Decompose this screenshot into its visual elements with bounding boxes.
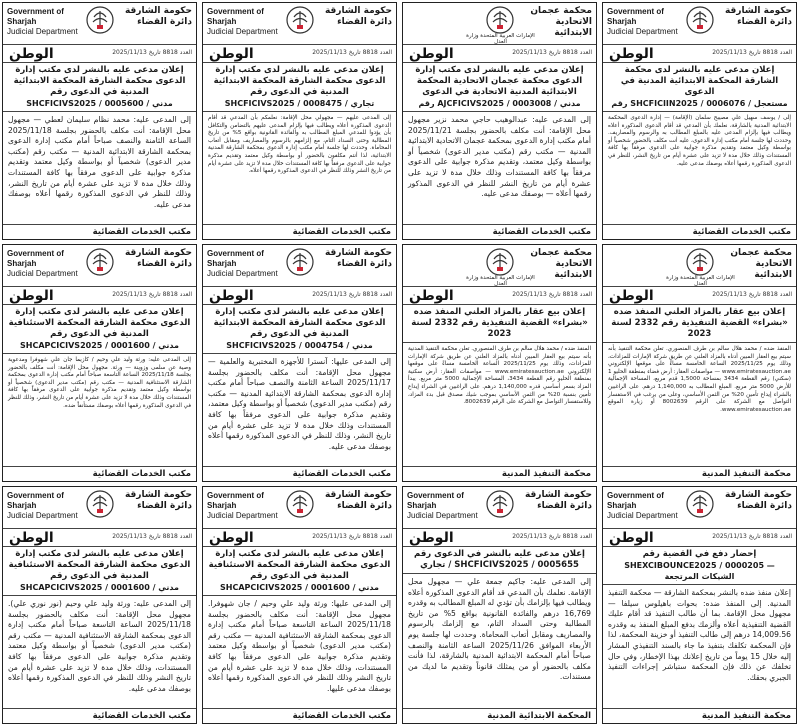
emblem-icon [685,489,715,519]
case-number: SHCFICIVS2025 / 0008475 / تجاري [224,99,375,108]
notice-title: إعلان مدعى عليه بالنشر لدى مكتب إدارة الدعوى محكمة الشارقة المحكمة الاستئنافية المدنية في الدعوى رقم SHCAPCICIVS2025 / 0001600 / مدني [203,547,396,596]
issue-date: العدد 8818 تاريخ 2025/11/13 [112,291,192,298]
notice-footer: مكتب الخدمات القضائية [3,708,196,723]
gov-name-en: Government of Sharjah Judicial Department [207,7,278,36]
court-header [3,245,196,287]
court-header [203,3,396,45]
notice-title: إعلان مدعى عليه بالنشر لدى مكتب إدارة الدعوى محكمة عجمان الاتحادية المحكمة الابتدائية المدنية الاتحادية في الدعوى رقم AJCFICIVS2025 / 0003008 / مدني [403,63,596,112]
court-name-ar: محكمة عجمان الاتحادية الابتدائية [530,6,592,38]
notice-footer: مكتب الخدمات القضائية [203,708,396,723]
notices-grid [2,2,798,724]
emblem-icon [685,5,715,35]
notice-body: إلى / يوسف سهيل علي مصيبح سلمان (الإقامة) — إدارة الدعوى المحكمة الابتدائية المدنية بالشارقة، نعلمك بأن المدعي قد أقام الدعوى المذكورة أعلاه ويطالب فيها بإلزام المدعى عليه بالمبلغ المطالب به والرسوم والمصاريف. وحددت لها جلسة أمام مكتب إدارة الدعوى، عليه أنت مكلف بالحضور شخصياً أو بواسطة وكيل معتمد وتقديم مذكرة جوابية على الدعوى مرفقاً بها كافة المستندات وذلك خلال مدة لا تزيد على عشرة أيام من تاريخ النشر، للنظر في الدعوى المذكورة رقمها أعلاه بوصفك مدعى عليه. [608,115,791,167]
notice-footer: محكمة التنفيذ المدنية [403,466,596,481]
notice-title: إعلان مدعى عليه بالنشر في الدعوى رقم SHCFICIVS2025 / 0005655 / تجاري [403,547,596,574]
gov-name-en: Government of Sharjah Judicial Department [7,249,78,278]
issue-date: العدد 8818 تاريخ 2025/11/13 [312,533,392,540]
notice-title: إحضار دفع في القضية رقم SHEXCIBOUNCE2025 / 0000205 — الشيكات المرتجعة [603,547,796,585]
notice-footer: مكتب الخدمات القضائية [403,224,596,239]
gov-name-ar: حكومة الشارقة دائرة القضاء [124,248,192,269]
newspaper-logo: الوطن [9,288,54,304]
court-name: الإمارات العربية المتحدة وزارة العدل [466,33,535,45]
court-header [403,3,596,45]
notice-title: إعلان مدعى عليه بالنشر لدى محكمة الشارقة المحكمة الابتدائية المدنية في الدعوى رقم SHCFICIIN2025 / 0006076 / مستعجل [603,63,796,112]
court-header [603,245,796,287]
gov-name-ar: حكومة الشارقة دائرة القضاء [124,6,192,27]
notice-body: إلى المدعى عليه: عبدالوهيب حاجي محمد نزير مجهول محل الإقامة: أنت مكلف بالحضور بجلسة 2025/11/21 أمام مكتب إدارة الدعوى بمحكمة عجمان الاتحادية الابتدائية المدنية — مكتب رقم (مكتب مدير الدعوى) شخصياً أو بواسطة وكيل معتمد، وتقديم مذكرة جوابية على الدعوى مرفقاً بها كافة المستندات وذلك خلال مدة لا تزيد على عشرة أيام من تاريخ النشر للنظر في الدعوى المذكور رقمها أعلاه — بوصفك مدعى عليه. [408,115,591,199]
court-header [403,487,596,529]
newspaper-bar [3,529,196,547]
gov-name-en: Government of Sharjah Judicial Department [7,491,78,520]
notice-title: إعلان مدعى عليه بالنشر لدى مكتب إدارة الدعوى محكمة الشارقة المحكمة الابتدائية المدنية في الدعوى رقم SHCFICIVS2025 / 0004754 / مدني [203,305,396,354]
newspaper-logo: الوطن [409,46,454,62]
emblem-icon [285,247,315,277]
emblem-icon [485,5,515,35]
court-header [403,245,596,287]
issue-date: العدد 8818 تاريخ 2025/11/13 [712,291,792,298]
newspaper-logo: الوطن [609,46,654,62]
case-number: رقم AJCFICIVS2025 / 0003008 / مدني [418,99,581,108]
case-number: SHCAPCICIVS2025 / 0001600 / مدني [20,341,179,350]
notice-card [202,2,397,240]
notice-footer: محكمة التنفيذ المدنية [603,708,796,723]
case-number: SHEXCIBOUNCE2025 / 0000205 — الشيكات المرتجعة [624,561,775,581]
gov-name-ar: حكومة الشارقة دائرة القضاء [324,490,392,511]
issue-date: العدد 8818 تاريخ 2025/11/13 [712,49,792,56]
court-name: الإمارات العربية المتحدة وزارة العدل [666,275,735,287]
newspaper-logo: الوطن [409,530,454,546]
newspaper-bar [203,287,396,305]
case-number: SHCFICIVS2025 / 0005600 / مدني [26,99,173,108]
newspaper-bar [403,45,596,63]
notice-title: إعلان مدعى عليه بالنشر لدى مكتب إدارة الدعوى محكمة الشارقة المحكمة الابتدائية المدنية في الدعوى رقم SHCFICIVS2025 / 0005600 / مدني [3,63,196,112]
notice-body: إلى المدعى عليه: ورثة وليد علي وحيم (نور نوري علي). مجهول محل الإقامة: أنت مكلف بالحضور بجلسة 2025/11/18 الساعة التاسعة صباحاً أمام مكتب إدارة الدعوى بمحكمة الشارقة الاستئنافية المدنية — مكتب رقم (مكتب مدير الدعوى) شخصياً أو بواسطة وكيل معتمد وتقديم مذكرة جوابية على الدعوى مرفقاً بها كافة المستندات، وذلك خلال مدة لا تزيد على عشرة أيام من تاريخ النشر وذلك للنظر في الدعوى المذكورة رقمها أعلاه بوصفك مدعى عليه. [8,599,191,693]
newspaper-bar [203,529,396,547]
court-header [603,487,796,529]
emblem-icon [85,247,115,277]
newspaper-logo: الوطن [609,288,654,304]
gov-name-ar: حكومة الشارقة دائرة القضاء [724,6,792,27]
case-number: SHCFICIVS2025 / 0004754 / مدني [226,341,373,350]
notice-title: إعلان مدعى عليه بالنشر لدى مكتب إدارة الدعوى محكمة الشارقة المحكمة الابتدائية المدنية في الدعوى رقم SHCFICIVS2025 / 0008475 / تجاري [203,63,396,112]
court-name: الإمارات العربية المتحدة وزارة العدل [466,275,535,287]
issue-date: العدد 8818 تاريخ 2025/11/13 [512,533,592,540]
newspaper-logo: الوطن [209,530,254,546]
newspaper-logo: الوطن [209,46,254,62]
notice-card [602,486,797,724]
notice-body: إلى المدعى عليه: جاكيم جمعة علي — مجهول محل الإقامة. نعلمك بأن المدعي قد أقام الدعوى المذكورة أعلاه ويطالب فيها بإلزامك بأن تؤدي له المبلغ المطالب به وقدره 16,769 درهم والفائدة القانونية بواقع 5% من تاريخ المطالبة وحتى السداد التام، مع إلزامك بالرسوم والمصاريف ومقابل أتعاب المحاماة. وحددت لها جلسة يوم الأربعاء الموافق 2025/11/26 الساعة الثامنة والنصف صباحاً أمام المحكمة الابتدائية المدنية بالشارقة، لذا فأنت مكلف بالحضور أو من يمثلك قانوناً وتقديم ما لديك من مستندات. [408,577,591,682]
court-header [3,3,196,45]
gov-name-en: Government of Sharjah Judicial Department [7,7,78,36]
court-header [203,245,396,287]
notice-card [402,486,597,724]
court-name-ar: محكمة عجمان الاتحادية الابتدائية [530,248,592,280]
issue-date: العدد 8818 تاريخ 2025/11/13 [112,533,192,540]
newspaper-bar [403,287,596,305]
notice-card [602,2,797,240]
emblem-icon [85,489,115,519]
notice-title: إعلان بيع عقار بالمزاد العلني المنفذ ضده «بشراء» القضية التنفيذية رقم 2332 لسنة 2023 [603,305,796,343]
notice-card [2,486,197,724]
case-number: SHCAPCICIVS2025 / 0001600 / مدني [20,583,179,592]
emblem-icon [285,489,315,519]
gov-name-ar: حكومة الشارقة دائرة القضاء [124,490,192,511]
notice-footer: المحكمة الابتدائية المدنية [403,708,596,723]
notice-title: إعلان مدعى عليه بالنشر لدى مكتب إدارة الدعوى محكمة الشارقة المحكمة الاستئنافية المدنية في الدعوى رقم SHCAPCICIVS2025 / 0001600 / مدني [3,305,196,354]
gov-name-ar: حكومة الشارقة دائرة القضاء [724,490,792,511]
issue-date: العدد 8818 تاريخ 2025/11/13 [312,49,392,56]
emblem-icon [485,247,515,277]
court-header [203,487,396,529]
newspaper-bar [3,287,196,305]
issue-date: العدد 8818 تاريخ 2025/11/13 [512,49,592,56]
emblem-icon [285,5,315,35]
issue-date: العدد 8818 تاريخ 2025/11/13 [712,533,792,540]
gov-name-en: Government of Sharjah Judicial Department [607,7,678,36]
newspaper-bar [403,529,596,547]
court-header [3,487,196,529]
gov-name-ar: حكومة الشارقة دائرة القضاء [324,6,392,27]
gov-name-en: Government of Sharjah Judicial Department [607,491,678,520]
newspaper-logo: الوطن [9,46,54,62]
issue-date: العدد 8818 تاريخ 2025/11/13 [112,49,192,56]
gov-name-ar: حكومة الشارقة دائرة القضاء [324,248,392,269]
gov-name-ar: حكومة الشارقة دائرة القضاء [524,490,592,511]
notice-body: إعلان منفذ ضده بالنشر بمحكمة الشارقة — محكمة التنفيذ المدنية. إلى المنفذ ضده: بحوات باهيلوس سيلفا — مجهول محل الإقامة. بما أن طالب التنفيذ قد أقام عليك القضية التنفيذية أعلاه وألزمك بدفع المبلغ المنفذ به وقدره 14,009.56 درهم إلى طالب التنفيذ أو خزينة المحكمة، لذا فإن المحكمة تكلفك بتنفيذ ما جاء بالسند التنفيذي المشار إليه خلال 15 يوماً من تاريخ إعلانك بهذا الإخطار، وفي حال تخلفك عن ذلك فإن المحكمة ستباشر إجراءات التنفيذ الجبري بحقك. [608,588,792,682]
gov-name-en: Government of Sharjah Judicial Department [207,491,278,520]
notice-card [402,2,597,240]
issue-date: العدد 8818 تاريخ 2025/11/13 [312,291,392,298]
notice-body: إلى المدعى عليها: آنسترا للأجهزة المختبرية والعلمية — مجهول محل الإقامة: أنت مكلف بالحضور بجلسة 2025/11/17 الساعة الثامنة والنصف صباحاً أمام مكتب إدارة الدعوى بمحكمة الشارقة الابتدائية المدنية — مكتب رقم (مكتب مدير الدعوى) شخصياً أو بواسطة وكيل معتمد، وتقديم مذكرة جوابية على الدعوى مرفقاً بها كافة المستندات وذلك خلال مدة لا تزيد على عشرة أيام من تاريخ النشر، وذلك للنظر في الدعوى المذكورة رقمها أعلاه بوصفك مدعى عليه. [208,357,391,451]
notice-body: إلى المدعى عليها: ورثة وليد علي وحيم / جان شهوفرا. مجهول محل الإقامة: أنت مكلف بالحضور بجلسة 2025/11/18 الساعة التاسعة صباحاً أمام مكتب إدارة الدعوى بمحكمة الشارقة الاستئنافية المدنية — مكتب رقم (مكتب مدير الدعوى) شخصياً أو بواسطة وكيل معتمد وتقديم مذكرة جوابية على الدعوى مرفقاً بها كافة المستندات، وذلك خلال مدة لا تزيد على عشرة أيام من تاريخ النشر وذلك للنظر في الدعوى المذكورة رقمها أعلاه بوصفك مدعى عليها. [208,599,391,693]
notice-card [602,244,797,482]
emblem-icon [85,5,115,35]
newspaper-logo: الوطن [409,288,454,304]
emblem-icon [485,489,515,519]
court-header [603,3,796,45]
notice-footer: مكتب الخدمات القضائية [3,466,196,481]
newspaper-bar [3,45,196,63]
notice-body: المنفذ ضده / محمد هلال سالم بن طرف المنصوري. تعلن محكمة التنفيذ المدنية بأنه سيتم بيع العقار المبين أدناه بالمزاد العلني عن طريق شركة الإمارات للمزادات، وذلك يوم 2025/11/25 الساعة الخامسة مساءً على موقعها الإلكتروني www.emiratesauction.ae — مواصفات العقار: أرض سكنية بمنطقة الحليو رقم القطعة 3434، المساحة الإجمالية 5000 متر مربع. يبدأ المزاد بسعر أساسي قدره 1,140,000 درهم. على الراغبين في الشراء إيداع تأمين بنسبة 20% من الثمن الأساسي بموجب شيك مصدق قبل بدء المزاد، وللاستفسار التواصل مع الشركة على الرقم 8002639. [408,346,592,406]
notice-footer: مكتب الخدمات القضائية [203,224,396,239]
newspaper-bar [203,45,396,63]
case-number: رقم SHCFICIIN2025 / 0006076 / مستعجل [611,99,788,108]
newspaper-bar [603,45,796,63]
newspaper-bar [603,529,796,547]
gov-name-en: Government of Sharjah Judicial Department [407,491,478,520]
gov-name-en: Government of Sharjah Judicial Department [207,249,278,278]
notice-body: إلى المدعى عليه: محمد نظام سليمان لعطي — مجهول محل الإقامة: أنت مكلف بالحضور بجلسة 2025/11/18 الساعة الثامنة والنصف صباحاً أمام مكتب إدارة الدعوى بمحكمة الشارقة الابتدائية المدنية — مكتب رقم (مكتب مدير الدعوى) شخصياً أو بواسطة وكيل معتمد وتقديم مذكرة جوابية على الدعوى مرفقاً بها كافة المستندات وذلك خلال مدة لا تزيد على عشرة أيام من تاريخ النشر، وذلك للنظر في الدعوى المذكورة رقمها أعلاه بوصفك مدعى عليه. [8,115,191,209]
notice-footer: مكتب الخدمات القضائية [603,224,796,239]
notice-body: المنفذ ضده / محمد هلال سالم بن طرف المنصوري. تعلن محكمة التنفيذ بأنه سيتم بيع العقار المبين أدناه بالمزاد العلني عن طريق شركة الإمارات للمزادات، وذلك يوم 2025/11/25 الساعة الخامسة مساءً على موقعها الإلكتروني www.emiratesauction.ae — مواصفات العقار: أرض فضاء بمنطقة الحليو 1 (سكني) رقم القطعة 3434 بمساحة 1,5000 قدم مربع، المساحة الإجمالية للأرض 5000 متر مربع. المبلغ المطالب به 1,140,000 درهم. على الراغبين بالشراء إيداع تأمين 20% من الثمن الأساسي، وعلى من يرغب في الاستفسار التواصل مع الشركة على الرقم 8002639 أو زيارة الموقع www.emiratesauction.ae. [608,346,792,413]
court-name-ar: محكمة عجمان الاتحادية الابتدائية [730,248,792,280]
notice-card [202,486,397,724]
notice-footer: محكمة التنفيذ المدنية [603,466,796,481]
notice-card [2,244,197,482]
notice-footer: مكتب الخدمات القضائية [203,466,396,481]
notice-title: إعلان مدعى عليه بالنشر لدى مكتب إدارة الدعوى محكمة الشارقة المحكمة الاستئنافية المدنية في الدعوى رقم SHCAPCICIVS2025 / 0001600 / مدني [3,547,196,596]
notice-card [402,244,597,482]
case-number: SHCAPCICIVS2025 / 0001600 / مدني [220,583,379,592]
notice-body: إلى المدعى عليه: ورثة وليد علي وحيم / كازيما جان علي شهوفرا ومدعوية وصية عن سلمى وزوينة — ورثة. مجهول محل الإقامة: أنت مكلف بالحضور بجلسة 2025/11/18 الساعة التاسعة صباحاً أمام مكتب إدارة الدعوى بمحكمة الشارقة الاستئنافية المدنية — مكتب رقم (مكتب مدير الدعوى) شخصياً أو بواسطة وكيل معتمد وتقديم مذكرة جوابية على الدعوى مرفقاً بها كافة المستندات وذلك خلال مدة لا تزيد على عشرة أيام من تاريخ النشر، وذلك للنظر في الدعوى المذكورة رقمها أعلاه بوصفك مستأنفاً ضده. [8,357,191,409]
newspaper-logo: الوطن [9,530,54,546]
notice-card [202,244,397,482]
notice-title: إعلان بيع عقار بالمزاد العلني المنفذ ضده «بشراء» القضية التنفيذية رقم 2332 لسنة 2023 [403,305,596,343]
notice-body: إلى المدعى عليهم — مجهولي محل الإقامة: نعلمكم بأن المدعي قد أقام الدعوى المذكورة أعلاه ويطالب فيها بإلزام المدعى عليهم بالتضامن والتكافل بأن يؤدوا للمدعي المبلغ المطالب به والفائدة القانونية بواقع 5% من تاريخ المطالبة وحتى السداد التام، مع إلزامهم بالرسوم والمصاريف ومقابل أتعاب المحاماة. وحددت لها جلسة أمام مكتب إدارة الدعوى بمحكمة الشارقة المدنية الابتدائية، لذا أنتم مكلفون بالحضور أو بواسطة وكيل معتمد وتقديم مذكرة جوابية على الدعوى مرفقاً بها كافة المستندات خلال مدة لا تزيد على عشرة أيام من تاريخ النشر وذلك للنظر في الدعوى المذكورة رقمها أعلاه. [208,115,391,175]
newspaper-logo: الوطن [209,288,254,304]
emblem-icon [685,247,715,277]
newspaper-logo: الوطن [609,530,654,546]
notice-footer: مكتب الخدمات القضائية [3,224,196,239]
issue-date: العدد 8818 تاريخ 2025/11/13 [512,291,592,298]
notice-card [2,2,197,240]
newspaper-bar [603,287,796,305]
